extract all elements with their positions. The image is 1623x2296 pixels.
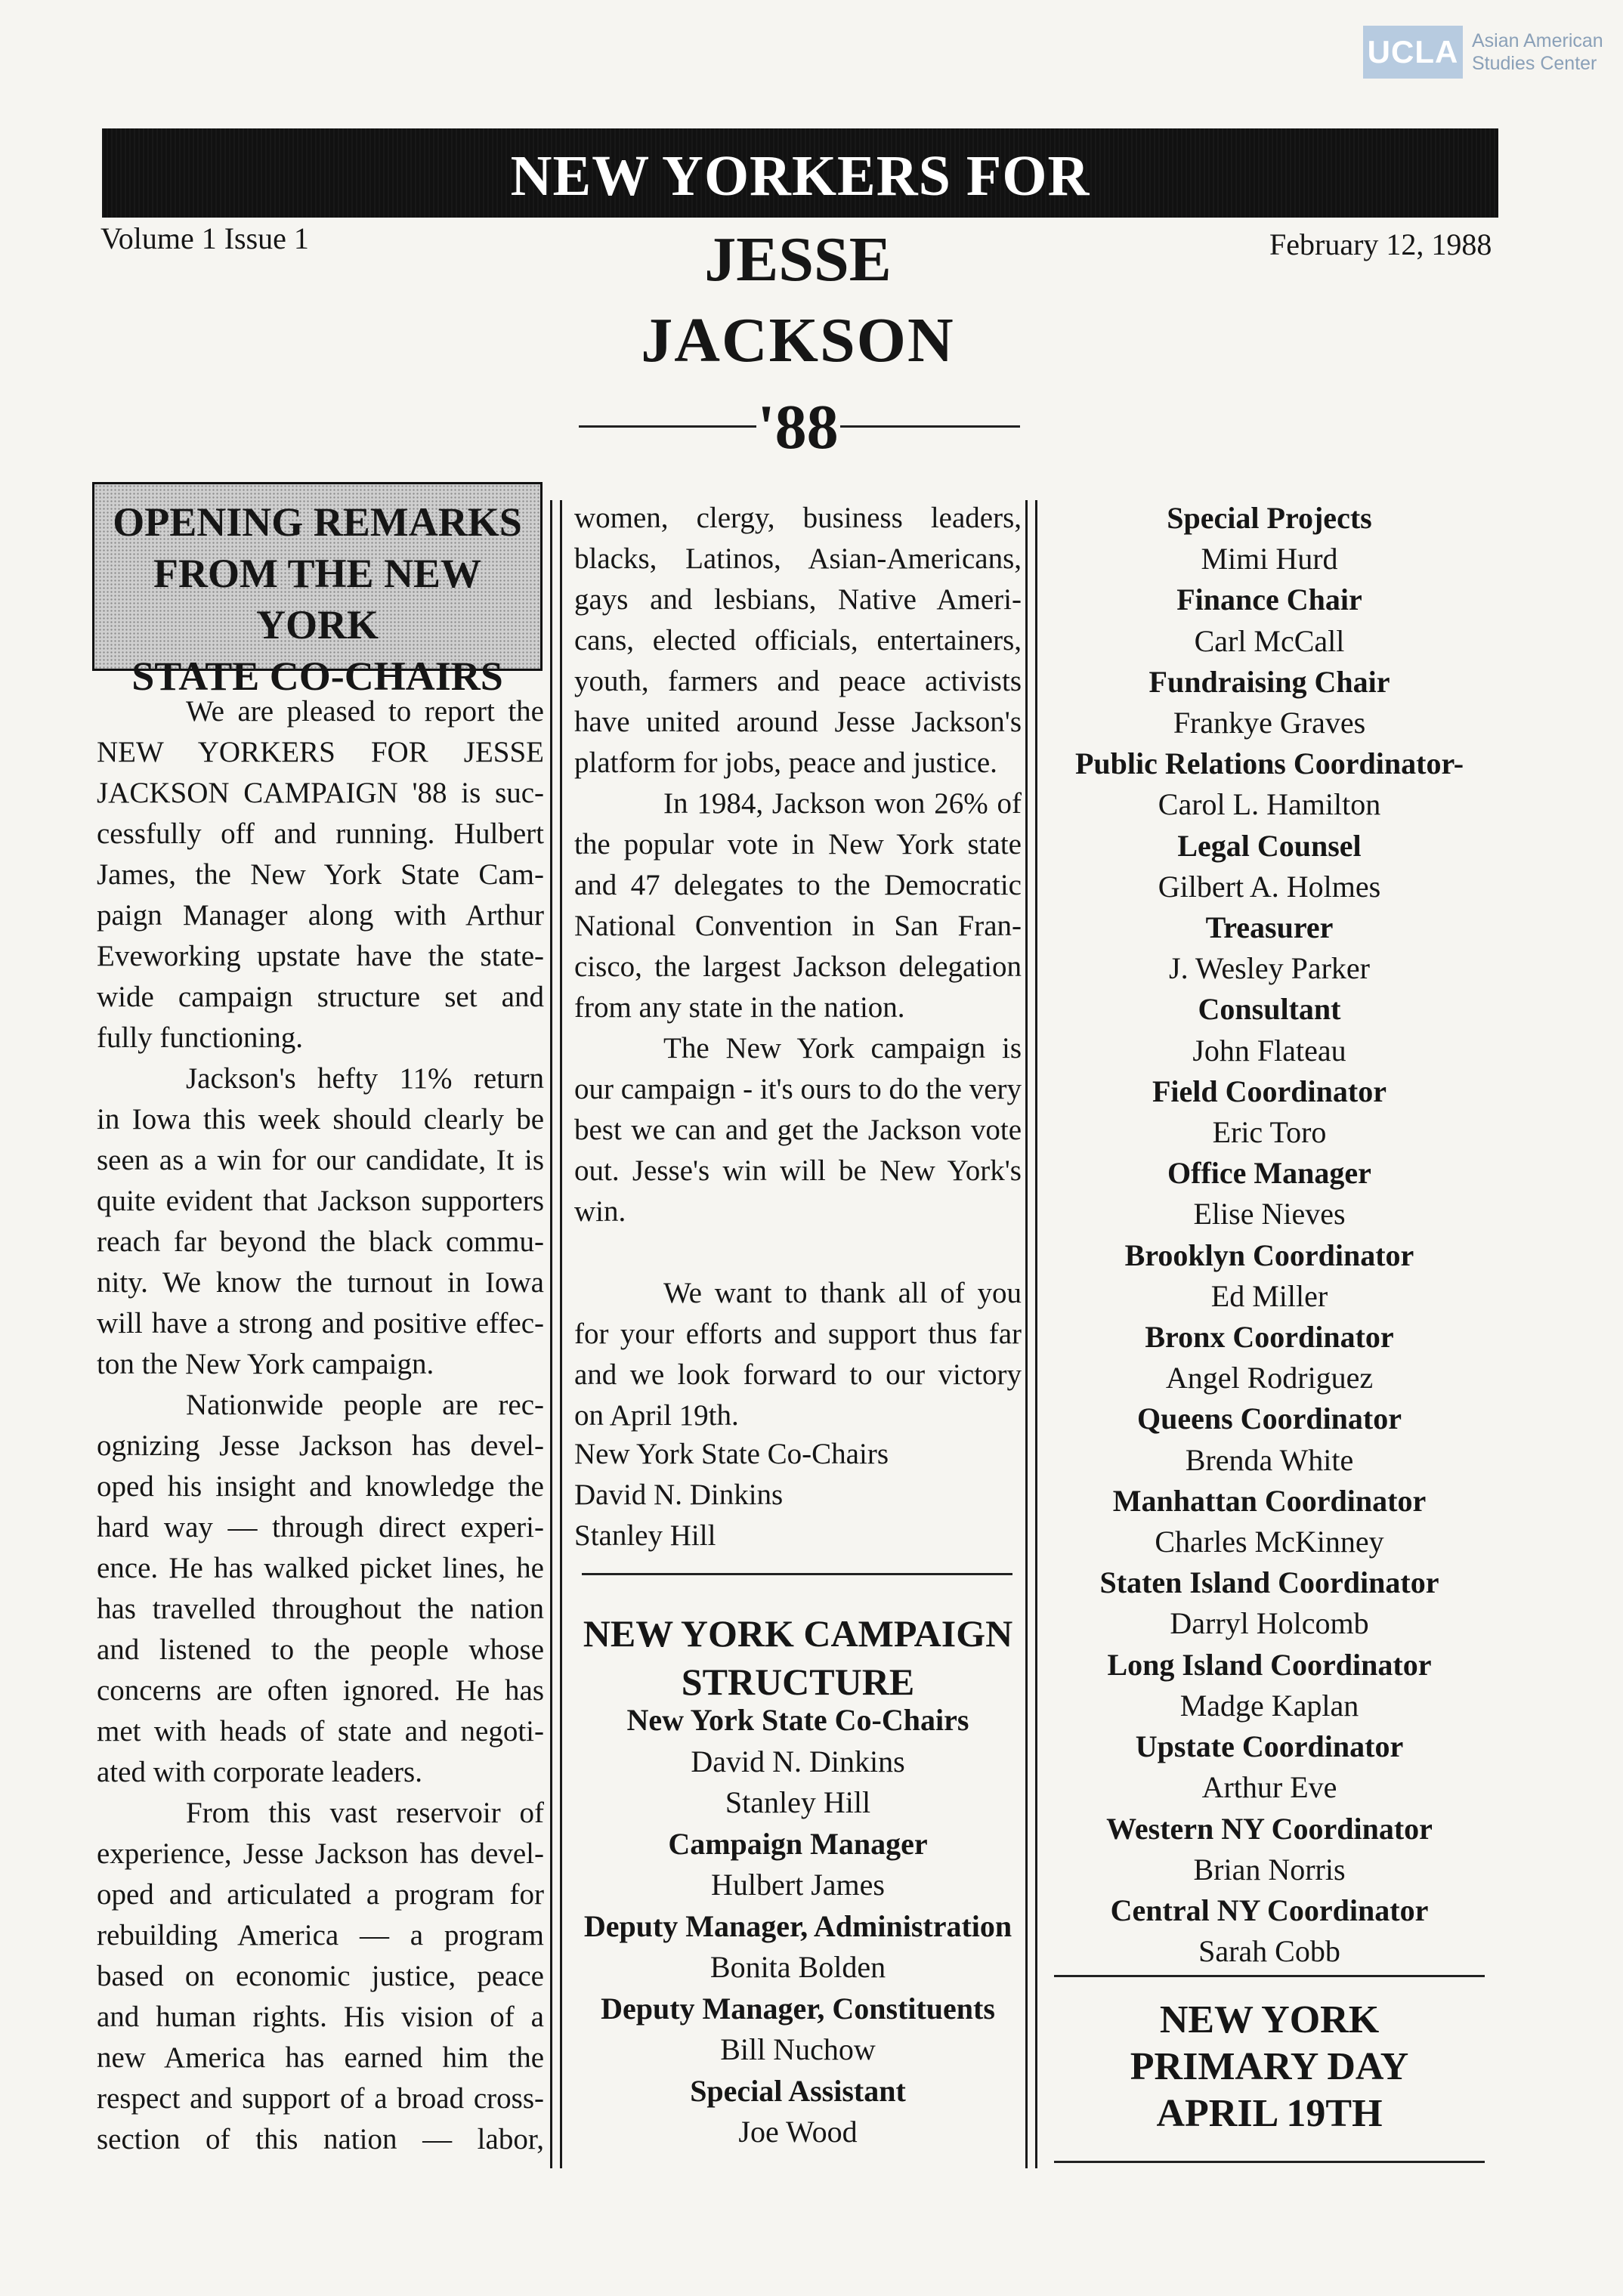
text-line: Jackson's hefty 11% return [186,1062,544,1095]
staff-role: Special Assistant [690,2073,906,2108]
campaign-structure-heading [574,1609,1022,1706]
staff-role: New York State Co-Chairs [626,1703,969,1737]
staff-role: Fundraising Chair [1148,664,1390,699]
staff-role: Consultant [1198,992,1341,1027]
staff-role: Deputy Manager, Administration [583,1908,1012,1943]
staff-role: Field Coordinator [1152,1074,1387,1108]
ucla-logo [1363,26,1603,79]
signoff-name: David N. Dinkins [574,1479,784,1511]
opening-heading-line1: OPENING REMARKS [113,499,522,545]
title-rule-right [840,425,1020,428]
staff-role: Bronx Coordinator [1145,1320,1394,1355]
text-line: women, clergy, business leaders, [574,502,1022,534]
text-line: respect and support of a broad cross- [97,2082,544,2115]
primary-rule-top [1054,1975,1485,1977]
staff-role: Public Relations Coordinator- [1074,746,1464,781]
opening-remarks-heading [92,482,543,699]
text-line: our campaign - it's ours to do the very [574,1073,1022,1105]
staff-name: Darryl Holcomb [1170,1606,1369,1641]
opening-remarks-column-1 [97,691,544,2160]
text-line: Eveworking upstate have the state- [97,940,544,972]
column-divider-left [550,500,562,2168]
primary-rule-bottom [1054,2161,1485,2163]
text-line: cessfully off and running. Hulbert [97,817,544,850]
staff-role: Treasurer [1205,910,1334,945]
text-line: and 47 delegates to the Democratic [574,869,1022,901]
opening-heading-line2: FROM THE NEW YORK [153,551,482,647]
text-line: oped his insight and knowledge the [97,1470,544,1503]
text-line: for your efforts and support thus far [574,1318,1022,1350]
text-line: National Convention in San Fran- [574,910,1022,942]
staff-name: Bill Nuchow [720,2032,876,2066]
staff-name: Stanley Hill [725,1785,871,1819]
staff-name: David N. Dinkins [691,1744,905,1778]
text-line: in Iowa this week should clearly be [97,1103,544,1136]
text-line: The New York campaign is [663,1032,1022,1065]
text-line: the popular vote in New York state [574,828,1022,861]
campaign-structure-list [567,1700,1029,2153]
issue-volume: Volume 1 Issue 1 [100,221,309,255]
structure-heading-line1: NEW YORK CAMPAIGN [583,1612,1013,1655]
staff-role: Legal Counsel [1177,828,1362,863]
staff-name: Bonita Bolden [709,1950,886,1984]
staff-name: Brian Norris [1193,1852,1346,1887]
staff-name: Angel Rodriguez [1165,1361,1374,1395]
staff-role: Manhattan Coordinator [1112,1483,1427,1518]
staff-role: Central NY Coordinator [1110,1893,1429,1927]
staff-role: Special Projects [1167,501,1372,535]
text-line: hard way — through direct experi- [97,1511,544,1544]
staff-name: Sarah Cobb [1198,1934,1340,1969]
opening-heading-line3: STATE CO-CHAIRS [131,654,503,699]
staff-name: Carol L. Hamilton [1158,787,1381,822]
text-line: gays and lesbians, Native Ameri- [574,583,1022,616]
masthead-title-jackson: JACKSON [641,305,955,375]
text-line: have united around Jesse Jackson's [574,706,1022,738]
staff-role: Western NY Coordinator [1106,1811,1433,1846]
text-line: met with heads of state and negoti- [97,1715,544,1747]
text-line: James, the New York State Cam- [97,858,544,891]
staff-role: Finance Chair [1176,582,1362,617]
staff-name: Charles McKinney [1155,1525,1384,1559]
staff-name: Hulbert James [711,1868,885,1902]
text-line: reach far beyond the black commu- [97,1225,544,1258]
text-line: JACKSON CAMPAIGN '88 is suc- [97,777,544,809]
text-line: nity. We know the turnout in Iowa [97,1266,544,1299]
text-line: on April 19th. [574,1399,739,1432]
text-line: and listened to the people whose [97,1633,544,1666]
text-line: paign Manager along with Arthur [97,899,544,932]
text-line: new America has earned him the [97,2041,544,2074]
text-line: In 1984, Jackson won 26% of [663,787,1022,820]
signoff-name: Stanley Hill [574,1519,716,1552]
masthead-title-jesse: JESSE [704,224,892,295]
staff-role: Queens Coordinator [1137,1401,1402,1436]
text-line: We are pleased to report the [186,695,544,728]
text-line: platform for jobs, peace and justice. [574,746,997,779]
structure-heading-line2: STRUCTURE [681,1661,915,1703]
staff-name: Carl McCall [1194,623,1345,658]
text-line: based on economic justice, peace [97,1960,544,1992]
text-line: ognizing Jesse Jackson has devel- [97,1429,544,1462]
text-line: youth, farmers and peace activists [574,665,1022,697]
text-line: out. Jesse's win will be New York's [574,1154,1022,1187]
primary-line1: NEW YORK [1159,1998,1380,2041]
ucla-logo-mark: UCLA [1363,26,1463,79]
staff-name: Frankye Graves [1173,706,1366,740]
text-line: win. [574,1195,626,1228]
text-line: From this vast reservoir of [186,1797,544,1829]
staff-name: Madge Kaplan [1179,1688,1359,1723]
staff-name: Arthur Eve [1201,1770,1337,1805]
text-line: from any state in the nation. [574,991,905,1024]
masthead-title-year: '88 [757,392,839,462]
staff-role: Office Manager [1167,1156,1371,1191]
staff-role: Long Island Coordinator [1107,1647,1432,1682]
text-line: will have a strong and positive effec- [97,1307,544,1340]
text-line: section of this nation — labor, [97,2123,544,2155]
opening-remarks-column-2 [574,498,1022,1436]
text-line: NEW YORKERS FOR JESSE [97,736,544,768]
text-line: ton the New York campaign. [97,1348,434,1380]
text-line: wide campaign structure set and [97,981,544,1013]
staff-name: John Flateau [1192,1033,1346,1068]
primary-line2: PRIMARY DAY [1130,2045,1409,2088]
logo-org-line1: Asian American [1472,30,1603,51]
ucla-logo-text [1472,29,1603,75]
staff-name: Brenda White [1185,1442,1354,1477]
primary-day-notice [1050,1997,1489,2137]
text-line: rebuilding America — a program [97,1919,544,1951]
text-line: best we can and get the Jackson vote [574,1114,1022,1146]
text-line: cisco, the largest Jackson delegation [574,950,1022,983]
masthead-banner-title: NEW YORKERS FOR [510,144,1090,208]
staff-role: Staten Island Coordinator [1099,1565,1439,1600]
text-line: blacks, Latinos, Asian-Americans, [574,542,1022,575]
staff-name: Mimi Hurd [1201,542,1338,576]
text-line: experience, Jesse Jackson has devel- [97,1837,544,1870]
staff-role: Brooklyn Coordinator [1124,1238,1414,1272]
issue-date: February 12, 1988 [1269,227,1492,261]
text-line: fully functioning. [97,1021,303,1054]
text-line: We want to thank all of you [663,1277,1022,1309]
text-line: quite evident that Jackson supporters [97,1185,544,1217]
text-line: ated with corporate leaders. [97,1756,422,1788]
text-line: concerns are often ignored. He has [97,1674,544,1707]
staff-name: Joe Wood [738,2115,858,2149]
text-line: has travelled throughout the nation [97,1593,544,1625]
signoff-title: New York State Co-Chairs [574,1438,889,1470]
section-rule [582,1573,1012,1575]
text-line: and we look forward to our victory [574,1358,1022,1391]
text-line [574,1232,1022,1273]
staff-name: Ed Miller [1210,1278,1328,1313]
co-chairs-signoff [574,1434,1022,1556]
campaign-staff-list [1043,498,1496,1972]
staff-name: Elise Nieves [1193,1197,1346,1231]
logo-org-line2: Studies Center [1472,53,1597,74]
text-line: oped and articulated a program for [97,1878,544,1911]
text-line: seen as a win for our candidate, It is [97,1144,544,1176]
staff-name: Eric Toro [1212,1115,1327,1150]
text-line: cans, elected officials, entertainers, [574,624,1022,657]
title-rule-left [579,425,756,428]
staff-role: Upstate Coordinator [1135,1729,1404,1764]
text-line: and human rights. His vision of a [97,2001,544,2033]
staff-name: J. Wesley Parker [1169,951,1370,986]
text-line: ence. He has walked picket lines, he [97,1552,544,1584]
staff-role: Campaign Manager [668,1826,928,1861]
staff-name: Gilbert A. Holmes [1158,869,1381,904]
text-line: Nationwide people are rec- [186,1389,544,1421]
staff-role: Deputy Manager, Constituents [601,1991,995,2026]
primary-line3: APRIL 19TH [1156,2092,1383,2135]
